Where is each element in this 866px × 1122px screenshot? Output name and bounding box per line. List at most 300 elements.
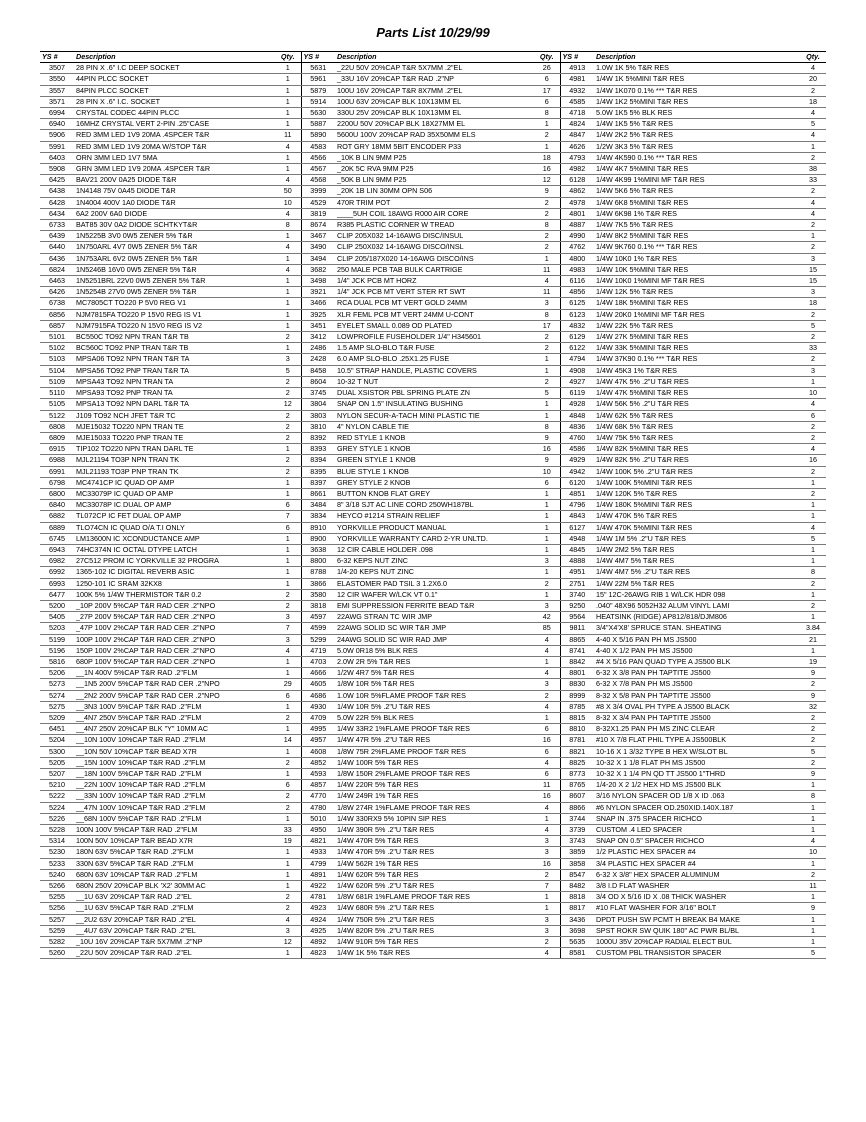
part-qty: 2 bbox=[800, 152, 826, 163]
part-number: 2428 bbox=[301, 354, 335, 365]
part-description: MC4741CP IC QUAD OP AMP bbox=[74, 477, 275, 488]
part-description: _47P 100V 2%CAP T&R RAD CER .2"NPO bbox=[74, 623, 275, 634]
part-description: 1/4W 470R 5% T&R RES bbox=[335, 836, 534, 847]
part-number: 6440 bbox=[40, 242, 74, 253]
part-qty: 2 bbox=[800, 869, 826, 880]
part-qty: 4 bbox=[800, 63, 826, 74]
part-description: 1/4W 2K2 5% T&R RES bbox=[594, 130, 800, 141]
table-row bbox=[40, 264, 826, 275]
part-qty: 4 bbox=[534, 276, 560, 287]
page-title: Parts List 10/29/99 bbox=[376, 25, 490, 40]
part-number: 5204 bbox=[40, 735, 74, 746]
part-number: 5205 bbox=[40, 757, 74, 768]
part-description: #10 FLAT WASHER FOR 3/16" BOLT bbox=[594, 903, 800, 914]
part-number: 3803 bbox=[301, 410, 335, 421]
part-qty: 11 bbox=[800, 881, 826, 892]
part-number: 5199 bbox=[40, 634, 74, 645]
part-qty: 1 bbox=[275, 544, 301, 555]
part-number: 6451 bbox=[40, 724, 74, 735]
part-qty: 9 bbox=[800, 769, 826, 780]
part-description: 1/4W 4K7 5%MINI T&R RES bbox=[594, 164, 800, 175]
part-description: 6-32 X 7/8 PAN PH MS JS500 bbox=[594, 679, 800, 690]
part-qty: 1 bbox=[275, 488, 301, 499]
part-qty: 1 bbox=[534, 399, 560, 410]
part-description: 1/2W 4R7 5% T&R RES bbox=[335, 668, 534, 679]
part-number: 4605 bbox=[301, 679, 335, 690]
table-row bbox=[40, 937, 826, 948]
table-row bbox=[40, 858, 826, 869]
part-number: 4626 bbox=[560, 141, 594, 152]
part-description: 5600U 100V 20%CAP RAD 35X50MM ELS bbox=[335, 130, 534, 141]
part-qty: 1 bbox=[534, 892, 560, 903]
part-description: 1/4W 249R 1% T&R RES bbox=[335, 791, 534, 802]
part-qty: 2 bbox=[534, 197, 560, 208]
part-number: 6738 bbox=[40, 298, 74, 309]
part-number: 5256 bbox=[40, 903, 74, 914]
table-row bbox=[40, 164, 826, 175]
part-description: 1.5 AMP SLO-BLO T&R FUSE bbox=[335, 343, 534, 354]
part-number: 5122 bbox=[40, 410, 74, 421]
part-qty: 6 bbox=[275, 522, 301, 533]
part-number: 5010 bbox=[301, 813, 335, 824]
part-qty: 1 bbox=[534, 354, 560, 365]
part-description: MC7805CT TO220 P 5V0 REG V1 bbox=[74, 298, 275, 309]
part-description: GRN 3MM LED 1V9 20MA .4SPCER T&R bbox=[74, 164, 275, 175]
part-number: 5908 bbox=[40, 164, 74, 175]
part-number: 4927 bbox=[560, 376, 594, 387]
part-description: 1/4W 562R 1% T&R RES bbox=[335, 858, 534, 869]
part-qty: 1 bbox=[275, 724, 301, 735]
part-qty: 1 bbox=[275, 858, 301, 869]
part-description: 1/4W 820R 5% .2"U T&R RES bbox=[335, 925, 534, 936]
part-qty: 3 bbox=[534, 556, 560, 567]
part-qty: 10 bbox=[534, 466, 560, 477]
part-qty: 5 bbox=[275, 365, 301, 376]
part-qty: 8 bbox=[800, 791, 826, 802]
table-row bbox=[40, 612, 826, 623]
table-row bbox=[40, 690, 826, 701]
part-qty: 1 bbox=[534, 511, 560, 522]
part-qty: 8 bbox=[275, 220, 301, 231]
part-number: 4821 bbox=[301, 836, 335, 847]
part-qty: 4 bbox=[800, 197, 826, 208]
part-description: __10N 50V 10%CAP T&R BEAD X7R bbox=[74, 746, 275, 757]
part-description: 1N4004 400V 1A0 DIODE T&R bbox=[74, 197, 275, 208]
part-description: #6 NYLON SPACER OD.250XID.140X.187 bbox=[594, 802, 800, 813]
table-row bbox=[40, 791, 826, 802]
part-qty: 2 bbox=[275, 712, 301, 723]
part-number: 5273 bbox=[40, 679, 74, 690]
part-number: 8581 bbox=[560, 948, 594, 959]
part-description: 1/4W 4M7 5% T&R RES bbox=[594, 556, 800, 567]
table-row bbox=[40, 567, 826, 578]
part-number: 3745 bbox=[301, 388, 335, 399]
part-description: __4N7 250V 20%CAP BLK "Y" 10MM AC bbox=[74, 724, 275, 735]
part-number: 6993 bbox=[40, 578, 74, 589]
part-number: 4608 bbox=[301, 746, 335, 757]
part-number: 3866 bbox=[301, 578, 335, 589]
part-number: 8866 bbox=[560, 802, 594, 813]
part-description: 1/4W 910R 5% T&R RES bbox=[335, 937, 534, 948]
part-description: 1/8W 75R 2%FLAME PROOF T&R RES bbox=[335, 746, 534, 757]
part-qty: 4 bbox=[800, 444, 826, 455]
part-number: 5224 bbox=[40, 802, 74, 813]
part-description: 28 PIN X .6" I.C DEEP SOCKET bbox=[74, 63, 275, 74]
table-row bbox=[40, 466, 826, 477]
part-number: 8817 bbox=[560, 903, 594, 914]
part-description: 1/4W 1M 5% .2"U T&R RES bbox=[594, 533, 800, 544]
part-number: 4851 bbox=[560, 488, 594, 499]
part-qty: 8 bbox=[534, 421, 560, 432]
table-row bbox=[40, 276, 826, 287]
table-row bbox=[40, 455, 826, 466]
part-number: 3921 bbox=[301, 287, 335, 298]
part-description: 1/4W 10K0 1% T&R RES bbox=[594, 253, 800, 264]
part-description: CLIP 205/187X020 14-16AWG DISCO/INS bbox=[335, 253, 534, 264]
part-description: 15" 12C-26AWG RIB 1 W/LCK HDR 098 bbox=[594, 589, 800, 600]
part-qty: 5 bbox=[800, 119, 826, 130]
part-qty: 1 bbox=[534, 488, 560, 499]
part-number: 6123 bbox=[560, 309, 594, 320]
table-row bbox=[40, 780, 826, 791]
part-qty: 1 bbox=[534, 903, 560, 914]
part-qty: 10 bbox=[800, 388, 826, 399]
part-description: 3/8 I.D FLAT WASHER bbox=[594, 881, 800, 892]
part-description: 22AWG STRAN TC WIR JMP bbox=[335, 612, 534, 623]
part-description: ELASTOMER PAD TSIL 3 1.2X6.0 bbox=[335, 578, 534, 589]
part-qty: 1 bbox=[275, 287, 301, 298]
part-number: 3925 bbox=[301, 309, 335, 320]
part-qty: 2 bbox=[275, 600, 301, 611]
part-description: SNAP ON 0.5" SPACER RICHCO bbox=[594, 836, 800, 847]
part-description: 1N753ARL 6V2 0W5 ZENER 5% T&R bbox=[74, 253, 275, 264]
table-row bbox=[40, 298, 826, 309]
table-row bbox=[40, 914, 826, 925]
part-qty: 8 bbox=[534, 309, 560, 320]
part-number: 8395 bbox=[301, 466, 335, 477]
part-number: 5405 bbox=[40, 612, 74, 623]
part-number: 4925 bbox=[301, 925, 335, 936]
part-description: 22AWG SOLID SC WIR T&R JMP bbox=[335, 623, 534, 634]
part-description: 1/4W 470K 5%MINI T&R RES bbox=[594, 522, 800, 533]
part-description: 1/4W 27K 5%MINI T&R RES bbox=[594, 332, 800, 343]
part-description: BAV21 200V 0A25 DIODE T&R bbox=[74, 175, 275, 186]
part-qty: 1 bbox=[275, 578, 301, 589]
part-qty: 1 bbox=[800, 925, 826, 936]
part-number: 6940 bbox=[40, 119, 74, 130]
part-number: 6889 bbox=[40, 522, 74, 533]
part-number: 3507 bbox=[40, 63, 74, 74]
part-qty: 42 bbox=[534, 612, 560, 623]
part-qty: 4 bbox=[800, 130, 826, 141]
part-qty: 2 bbox=[534, 690, 560, 701]
part-description: 6-32 X 3/8 PAN PH TAPTITE JS500 bbox=[594, 668, 800, 679]
table-row bbox=[40, 769, 826, 780]
part-number: 4848 bbox=[560, 410, 594, 421]
part-qty: 2 bbox=[800, 712, 826, 723]
part-description: 1/2 PLASTIC HEX SPACER #4 bbox=[594, 847, 800, 858]
table-row bbox=[40, 645, 826, 656]
part-description: 1/4W 22M 5% T&R RES bbox=[594, 578, 800, 589]
part-description: 1/4W 47K 5%MINI T&R RES bbox=[594, 388, 800, 399]
part-number: 5203 bbox=[40, 623, 74, 634]
part-description: _27P 200V 5%CAP T&R RAD CER .2"NPO bbox=[74, 612, 275, 623]
part-description: 180N 63V 5%CAP T&R RAD .2"FLM bbox=[74, 847, 275, 858]
part-qty: 1 bbox=[800, 937, 826, 948]
part-qty: 2 bbox=[800, 309, 826, 320]
part-description: 4-40 X 1/2 PAN PH MS JS500 bbox=[594, 645, 800, 656]
part-description: 470R TRIM POT bbox=[335, 197, 534, 208]
part-description: 1/4W 18K 5%MINI T&R RES bbox=[594, 298, 800, 309]
part-description: MC33078P IC DUAL OP AMP bbox=[74, 500, 275, 511]
table-row bbox=[40, 96, 826, 107]
part-number: 4948 bbox=[560, 533, 594, 544]
part-number: 5299 bbox=[301, 634, 335, 645]
part-description: __1N5 200V 5%CAP T&R RAD CER .2"NPO bbox=[74, 679, 275, 690]
table-row bbox=[40, 141, 826, 152]
table-row bbox=[40, 869, 826, 880]
part-qty: 1 bbox=[534, 522, 560, 533]
part-qty: 4 bbox=[275, 264, 301, 275]
part-description: 16MHZ CRYSTAL VERT 2-PIN .25"CASE bbox=[74, 119, 275, 130]
col-header-qty: Qty. bbox=[275, 52, 301, 63]
part-number: 6857 bbox=[40, 320, 74, 331]
part-qty: 6 bbox=[534, 96, 560, 107]
part-number: 6991 bbox=[40, 466, 74, 477]
part-description: 1N5225B 3V0 0W5 ZENER 5% T&R bbox=[74, 231, 275, 242]
part-description: 1/4W 180K 5%MINI T&R RES bbox=[594, 500, 800, 511]
part-number: 3999 bbox=[301, 186, 335, 197]
part-qty: 2 bbox=[800, 466, 826, 477]
part-qty: 1 bbox=[275, 948, 301, 959]
table-row bbox=[40, 746, 826, 757]
table-row bbox=[40, 488, 826, 499]
part-qty: 2 bbox=[275, 432, 301, 443]
part-number: 4845 bbox=[560, 544, 594, 555]
part-description: EMI SUPPRESSION FERRITE BEAD T&R bbox=[335, 600, 534, 611]
part-number: 4709 bbox=[301, 712, 335, 723]
part-number: 2751 bbox=[560, 578, 594, 589]
part-number: 4799 bbox=[301, 858, 335, 869]
table-row bbox=[40, 892, 826, 903]
part-description: 1/4W 5K6 5% T&R RES bbox=[594, 186, 800, 197]
part-description: TIP102 TO220 NPN TRAN DARL TE bbox=[74, 444, 275, 455]
table-row bbox=[40, 533, 826, 544]
part-qty: 2 bbox=[800, 186, 826, 197]
part-qty: 1 bbox=[800, 477, 826, 488]
part-qty: 4 bbox=[534, 634, 560, 645]
part-number: 5200 bbox=[40, 600, 74, 611]
part-description: _20K 5C RVA 9MM P25 bbox=[335, 164, 534, 175]
part-number: 4529 bbox=[301, 197, 335, 208]
part-qty: 1 bbox=[534, 544, 560, 555]
table-row bbox=[40, 623, 826, 634]
part-number: 8865 bbox=[560, 634, 594, 645]
part-qty: 5 bbox=[800, 533, 826, 544]
part-number: 3739 bbox=[560, 825, 594, 836]
table-row bbox=[40, 175, 826, 186]
part-number: 4718 bbox=[560, 108, 594, 119]
part-qty: 1 bbox=[275, 164, 301, 175]
part-number: 3858 bbox=[560, 858, 594, 869]
table-row bbox=[40, 847, 826, 858]
part-number: 5196 bbox=[40, 645, 74, 656]
part-description: 1/4W 82K 5% .2"U T&R RES bbox=[594, 455, 800, 466]
part-number: 8773 bbox=[560, 769, 594, 780]
part-number: 6463 bbox=[40, 276, 74, 287]
part-number: 4891 bbox=[301, 869, 335, 880]
part-description: MJE15032 TO220 NPN TRAN TE bbox=[74, 421, 275, 432]
part-description: 24AWG SOLID SC WIR RAD JMP bbox=[335, 634, 534, 645]
part-qty: 1 bbox=[534, 533, 560, 544]
part-description: 1250-101 IC SRAM 32KX8 bbox=[74, 578, 275, 589]
part-qty: 3 bbox=[534, 914, 560, 925]
part-number: 8999 bbox=[560, 690, 594, 701]
part-description: 8" 3/18 SJT AC LINE CORD 250WH187BL bbox=[335, 500, 534, 511]
part-description: NYLON SECUR-A-TACH MINI PLASTIC TIE bbox=[335, 410, 534, 421]
part-number: 4719 bbox=[301, 645, 335, 656]
part-qty: 1 bbox=[275, 343, 301, 354]
part-qty: 2 bbox=[800, 432, 826, 443]
part-number: 8604 bbox=[301, 376, 335, 387]
part-qty: 2 bbox=[275, 903, 301, 914]
part-description: SNAP ON 1.5" INSULATING BUSHING bbox=[335, 399, 534, 410]
part-number: 4796 bbox=[560, 500, 594, 511]
part-description: 10-32 X 1 1/4 PN QD TT JS500 1"THRD bbox=[594, 769, 800, 780]
part-qty: 1 bbox=[275, 746, 301, 757]
part-qty: 16 bbox=[800, 455, 826, 466]
part-qty: 3 bbox=[534, 847, 560, 858]
table-row bbox=[40, 130, 826, 141]
part-number: 3498 bbox=[301, 276, 335, 287]
part-number: 5274 bbox=[40, 690, 74, 701]
part-description: 1/4W 62K 5% T&R RES bbox=[594, 410, 800, 421]
part-description: 1/4W 390R 5% .2"U T&R RES bbox=[335, 825, 534, 836]
part-number: 3557 bbox=[40, 85, 74, 96]
table-row bbox=[40, 197, 826, 208]
part-number: 3467 bbox=[301, 231, 335, 242]
part-description: 1.0W 1K 5% T&R RES bbox=[594, 63, 800, 74]
table-header-row bbox=[40, 52, 826, 63]
part-number: 4908 bbox=[560, 365, 594, 376]
part-qty: 1 bbox=[800, 813, 826, 824]
part-qty: 17 bbox=[534, 85, 560, 96]
part-description: 28 PIN X .6" I.C. SOCKET bbox=[74, 96, 275, 107]
part-number: 5257 bbox=[40, 914, 74, 925]
part-qty: 1 bbox=[534, 656, 560, 667]
part-qty: 4 bbox=[275, 242, 301, 253]
part-qty: 2 bbox=[275, 421, 301, 432]
table-row bbox=[40, 925, 826, 936]
part-description: CRYSTAL CODEC 44PIN PLCC bbox=[74, 108, 275, 119]
table-row bbox=[40, 152, 826, 163]
part-qty: 4 bbox=[275, 175, 301, 186]
part-number: 4703 bbox=[301, 656, 335, 667]
part-number: 8765 bbox=[560, 780, 594, 791]
part-number: 4762 bbox=[560, 242, 594, 253]
part-qty: 2 bbox=[534, 376, 560, 387]
part-qty: 1 bbox=[800, 544, 826, 555]
part-number: 4922 bbox=[301, 881, 335, 892]
part-qty: 2 bbox=[800, 488, 826, 499]
part-qty: 2 bbox=[800, 242, 826, 253]
part-description: 100K 5% 1/4W THERMISTOR T&R 0.2 bbox=[74, 589, 275, 600]
part-qty: 16 bbox=[534, 791, 560, 802]
part-number: 4823 bbox=[301, 948, 335, 959]
part-number: 3451 bbox=[301, 320, 335, 331]
part-qty: 14 bbox=[275, 735, 301, 746]
part-qty: 1 bbox=[275, 152, 301, 163]
table-row bbox=[40, 701, 826, 712]
part-description: 1/4W 20K0 1%MINI MF T&R RES bbox=[594, 309, 800, 320]
part-description: #8 X 3/4 OVAL PH TYPE A JS500 BLACK bbox=[594, 701, 800, 712]
part-description: 100U 16V 20%CAP T&R 8X7MM .2"EL bbox=[335, 85, 534, 96]
part-number: 5228 bbox=[40, 825, 74, 836]
part-number: 5991 bbox=[40, 141, 74, 152]
table-row bbox=[40, 735, 826, 746]
table-row bbox=[40, 477, 826, 488]
part-description: 1/8W 10R 5% T&R RES bbox=[335, 679, 534, 690]
part-description: RED 3MM LED 1V9 20MA .4SPCER T&R bbox=[74, 130, 275, 141]
part-qty: 1 bbox=[800, 914, 826, 925]
part-number: 4852 bbox=[301, 757, 335, 768]
part-qty: 1 bbox=[275, 869, 301, 880]
part-qty: 18 bbox=[800, 298, 826, 309]
part-description: 1/4W 1K5 5% T&R RES bbox=[594, 119, 800, 130]
part-description: 1/4W 1K 5%MINI T&R RES bbox=[594, 74, 800, 85]
part-description: 1/4W 10K0 1%MINI MF T&R RES bbox=[594, 276, 800, 287]
part-number: 4847 bbox=[560, 130, 594, 141]
part-qty: 3 bbox=[275, 354, 301, 365]
part-qty: 1 bbox=[800, 612, 826, 623]
table-row bbox=[40, 836, 826, 847]
part-qty: 2 bbox=[800, 757, 826, 768]
part-number: 3494 bbox=[301, 253, 335, 264]
part-qty: 1 bbox=[534, 712, 560, 723]
part-number: 4930 bbox=[301, 701, 335, 712]
part-number: 3743 bbox=[560, 836, 594, 847]
table-row bbox=[40, 320, 826, 331]
part-description: 2200U 50V 20%CAP BLK 18X27MM EL bbox=[335, 119, 534, 130]
part-number: 4593 bbox=[301, 769, 335, 780]
part-qty: 33 bbox=[275, 825, 301, 836]
part-description: #4 X 5/16 PAN QUAD TYPE A JS500 BLK bbox=[594, 656, 800, 667]
part-number: 5266 bbox=[40, 881, 74, 892]
part-number: 6128 bbox=[560, 175, 594, 186]
part-number: 4856 bbox=[560, 287, 594, 298]
part-description: DUAL XSISTOR PBL SPRING PLATE ZN bbox=[335, 388, 534, 399]
part-description: 12 CIR CABLE HOLDER .098 bbox=[335, 544, 534, 555]
part-number: 6800 bbox=[40, 488, 74, 499]
part-number: 4990 bbox=[560, 231, 594, 242]
part-qty: 2 bbox=[275, 388, 301, 399]
part-description: _22U 50V 20%CAP T&R 5X7MM .2"EL bbox=[335, 63, 534, 74]
table-row bbox=[40, 186, 826, 197]
part-qty: 1 bbox=[800, 645, 826, 656]
part-description: _20K 1B LIN 30MM OPN S06 bbox=[335, 186, 534, 197]
part-description: TL072CP IC FET DUAL OP AMP bbox=[74, 511, 275, 522]
part-qty: 3 bbox=[534, 679, 560, 690]
part-description: 3/4 PLASTIC HEX SPACER #4 bbox=[594, 858, 800, 869]
part-number: 5275 bbox=[40, 701, 74, 712]
part-description: RED STYLE 1 KNOB bbox=[335, 432, 534, 443]
part-description: MPSA93 TO92 PNP TRAN TA bbox=[74, 388, 275, 399]
part-qty: 1 bbox=[275, 63, 301, 74]
part-qty: 1 bbox=[534, 365, 560, 376]
part-number: 4982 bbox=[560, 164, 594, 175]
part-number: 8842 bbox=[560, 656, 594, 667]
table-row bbox=[40, 108, 826, 119]
